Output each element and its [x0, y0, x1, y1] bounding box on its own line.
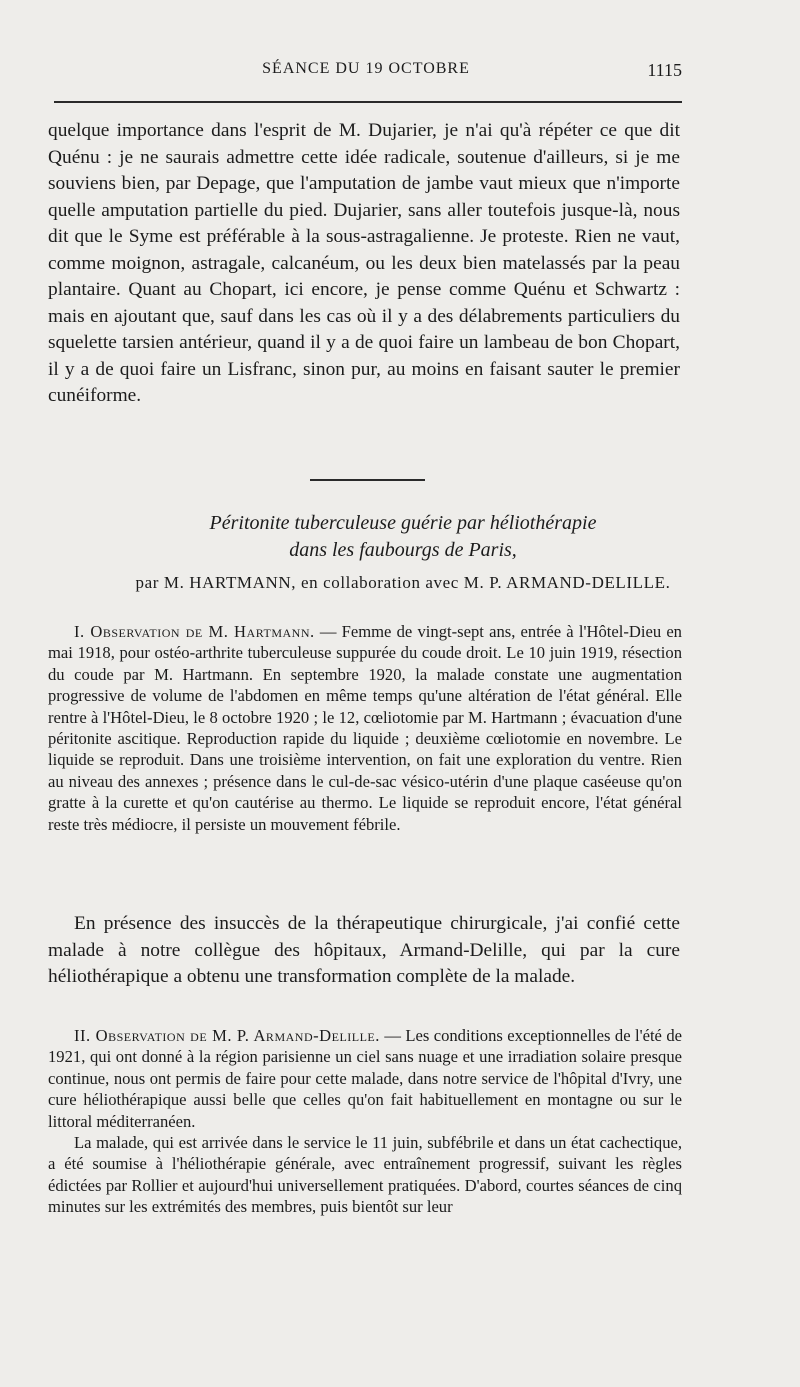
article-byline: par M. HARTMANN, en collaboration avec M. P. ARMAND-DELILLE. [135, 573, 671, 592]
observation-1-text: — Femme de vingt-sept ans, entrée à l'Hôtel-Dieu en mai 1918, pour ostéo-arthrite tuberculeuse suppurée du coude droit. Le 10 juin 1919, résection du coude par M. Hartmann. En septembre 1920, la malade constate une augmentation progressive de volume de l'abdomen en même temps qu'une altération de l'état général. Elle rentre à l'Hôtel-Dieu, le 8 octobre 1920 ; le 12, cœliotomie par M. Hartmann ; évacuation d'une péritonite ascitique. Reproduction rapide du liquide ; deuxième cœliotomie en novembre. Le liquide se reproduit. Dans une troisième intervention, on fait une exploration du ventre. Rien au niveau des annexes ; présence dans le cul-de-sac vésico-utérin d'une plaque caséeuse qu'on gratte à la curette et qu'on cautérise au thermo. Le liquide se reproduit encore, l'état général reste très médiocre, il persiste un mouvement fébrile. [48, 622, 682, 834]
commentary-block [48, 911, 680, 1019]
continuation-block [48, 118, 680, 458]
observation-2-label: II. Observation de M. P. Armand-Delille. [74, 1026, 380, 1045]
article-title-line-2: dans les faubourgs de Paris, [289, 539, 517, 561]
observation-2-text: — Les conditions exceptionnelles de l'été de 1921, qui ont donné à la région parisienne un ciel sans nuage et une irradiation solaire presque continue, nous ont permis de faire pour cette malade, dans notre service de l'hôpital d'Ivry, une cure héliothérapique aussi belle que celles qu'on fait habituellement en montagne ou sur le littoral méditerranéen. [48, 1026, 683, 1131]
observation-1-label: I. Observation de M. Hartmann. [74, 622, 315, 641]
observation-2-paragraph-2: La malade, qui est arrivée dans le service le 11 juin, subfébrile et dans un état cachectique, a été soumise à l'héliothérapie générale, avec entraînement progressif, suivant les règles édictées par Rollier et aujourd'hui universellement pratiquées. D'abord, courtes séances de cinq minutes sur les extrémités des membres, puis bientôt sur leur [48, 1133, 682, 1217]
observation-1 [48, 621, 682, 901]
header-rule [54, 101, 682, 103]
article-title-line-1: Péritonite tuberculeuse guérie par héliothérapie [209, 512, 597, 534]
observation-2 [48, 1025, 682, 1265]
observation-1-paragraph [48, 621, 682, 835]
page-number: 1115 [647, 60, 682, 80]
running-title: SÉANCE DU 19 OCTOBRE [262, 60, 470, 77]
running-header [50, 60, 682, 86]
commentary-paragraph: En présence des insuccès de la thérapeutique chirurgicale, j'ai confié cette malade à notre collègue des hôpitaux, Armand-Delille, qui par la cure héliothérapique a obtenu une transformation complète de la malade. [48, 913, 680, 987]
article-title [48, 510, 758, 564]
continuation-paragraph: quelque importance dans l'esprit de M. Dujarier, je n'ai qu'à répéter ce que dit Quénu : je ne saurais admettre cette idée radicale, soutenue d'ailleurs, si je me souviens bien, par Depage, que l'amputation de jambe vaut mieux que n'importe quelle amputation partielle du pied. Dujarier, sans aller toutefois jusque-là, nous dit que le Syme est préférable à la sous-astragalienne. Je proteste. Rien ne vaut, comme moignon, astragale, calcanéum, ou les deux bien matelassés par la peau plantaire. Quant au Chopart, ici encore, je pense comme Quénu et Schwartz : mais en ajoutant que, sauf dans les cas où il y a des délabrements particuliers du squelette tarsien antérieur, quand il y a de quoi faire un lambeau de bon Chopart, il y a de quoi faire un Lisfranc, sinon pur, au moins en faisant sauter le premier cunéiforme. [48, 120, 680, 406]
section-separator [310, 479, 425, 481]
observation-2-paragraph-1 [48, 1025, 682, 1132]
